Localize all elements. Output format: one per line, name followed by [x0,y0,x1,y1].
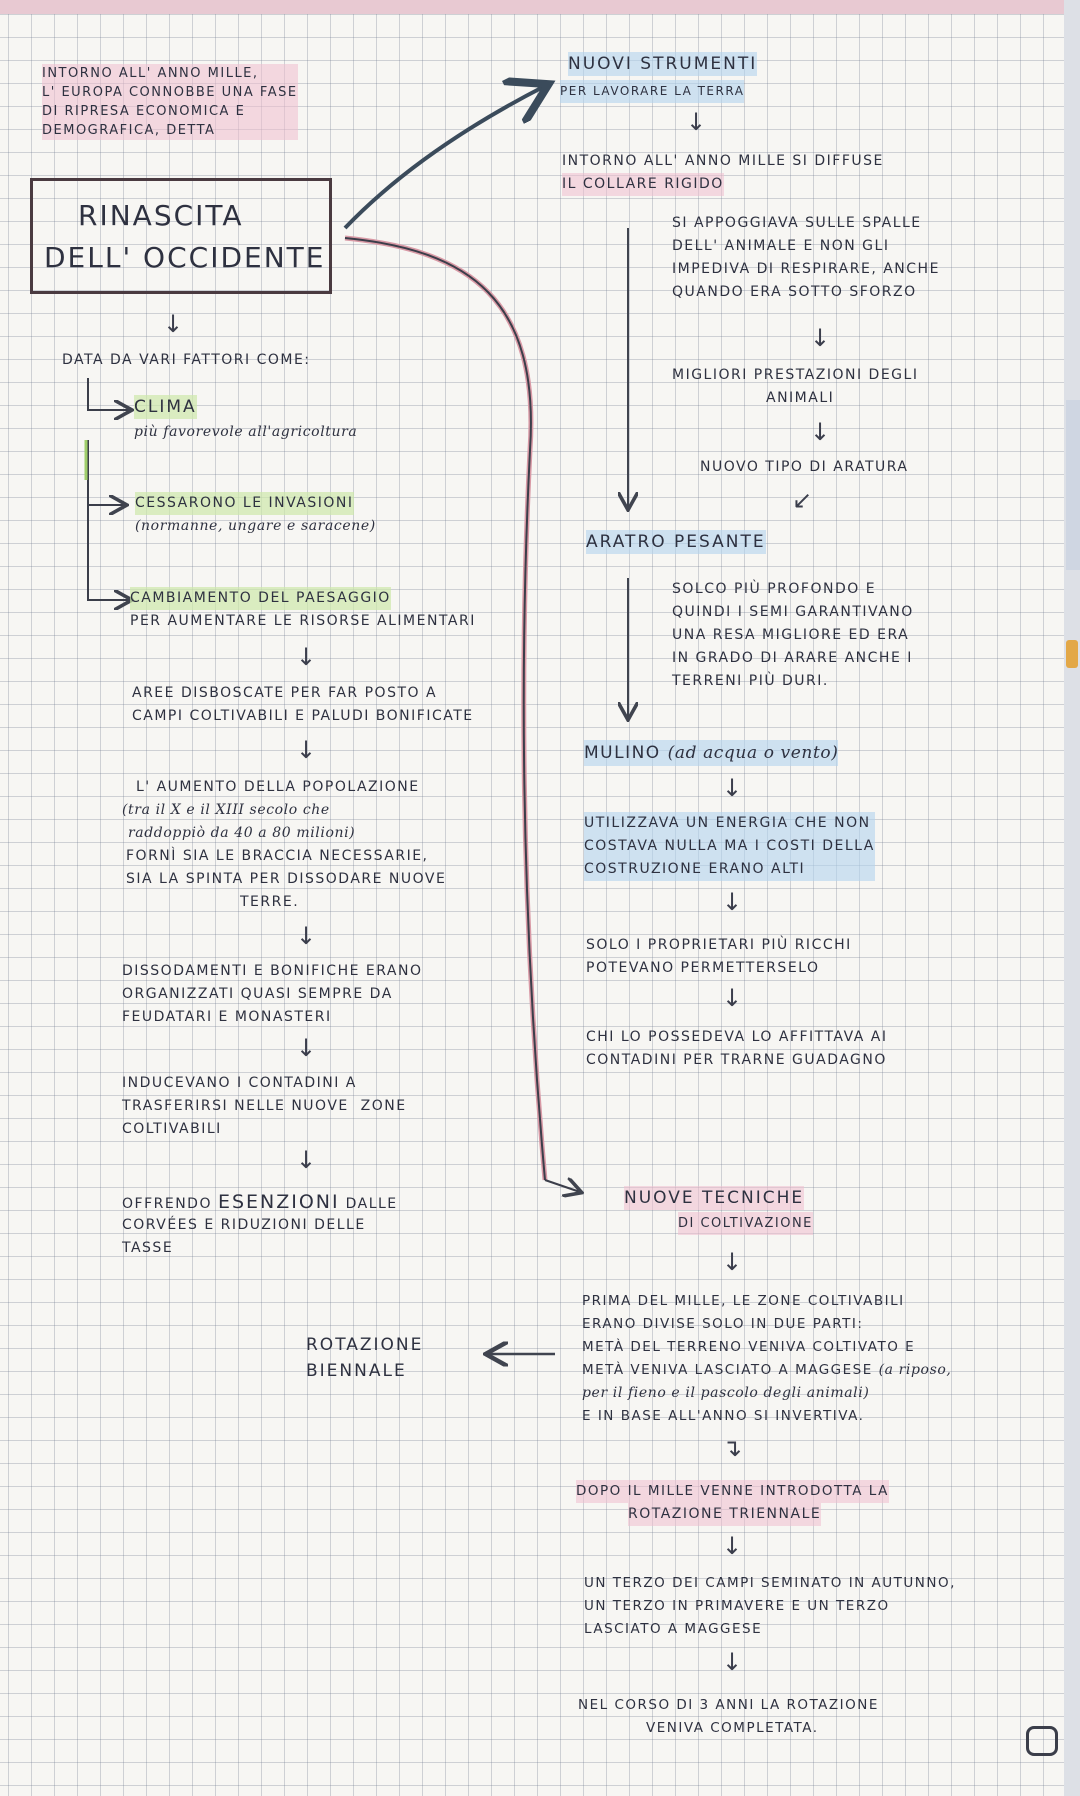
esenzioni-rest: CORVÉES E RIDUZIONI DELLE TASSE [122,1217,366,1256]
mulino-desc: UTILIZZAVA UN ENERGIA CHE NON COSTAVA NULLA MA I COSTI DELLA COSTRUZIONE ERANO ALTI [584,812,875,881]
arrow-down: ↓ [296,1146,317,1174]
arrow-to-strumenti [345,86,545,228]
arrow-down: ↓ [686,108,707,136]
main-title-line2: DELL' OCCIDENTE [44,241,326,274]
corner-doodle [1026,1726,1058,1756]
popolazione-line1: L' AUMENTO DELLA POPOLAZIONE [136,779,420,795]
arrow-down: ↓ [810,324,831,352]
prestazioni-line1: MIGLIORI PRESTAZIONI DEGLI [672,367,919,383]
main-title-line1: RINASCITA [78,199,244,232]
dopo-mille-line1: DOPO IL MILLE VENNE INTRODOTTA LA [576,1480,889,1503]
popolazione-hand2: raddoppiò da 40 a 80 milioni) [128,825,356,841]
rotazione-biennale: ROTAZIONE BIENNALE [306,1335,424,1381]
aratro-title: ARATRO PESANTE [586,532,766,552]
esenzioni-line1: OFFRENDO ESENZIONI DALLE [122,1191,398,1213]
arrow-down: ↓ [722,1248,743,1276]
contadini-text: INDUCEVANO I CONTADINI A TRASFERIRSI NELLE NUOVE ZONE COLTIVABILI [122,1075,407,1137]
factors-intro: DATA DA VARI FATTORI COME: [62,352,311,368]
corso-line1: NEL CORSO DI 3 ANNI LA ROTAZIONE [578,1697,879,1713]
tecniche-sub: DI COLTIVAZIONE [678,1212,813,1235]
factor-paesaggio-line2: PER AUMENTARE LE RISORSE ALIMENTARI [130,613,476,629]
corso-line2: VENIVA COMPLETATA. [646,1720,819,1736]
factor-clima-title: CLIMA [134,397,197,417]
collare-line1: INTORNO ALL' ANNO MILLE SI DIFFUSE [562,153,884,169]
prestazioni-line2: ANIMALI [766,390,835,406]
popolazione-rest: FORNÌ SIA LE BRACCIA NECESSARIE, SIA LA SPINTA PER DISSODARE NUOVE [126,848,447,887]
intro-text: INTORNO ALL' ANNO MILLE, L' EUROPA CONNOBBE UNA FASE DI RIPRESA ECONOMICA E DEMOGRAFICA, DETTA [42,66,298,138]
aratura-text: NUOVO TIPO DI ARATURA [700,459,909,475]
arrow-down: ↓ [722,984,743,1012]
popolazione-hand1: (tra il X e il XIII secolo che [122,802,330,818]
arrow-down-left: ↙ [792,486,813,514]
arrow-down: ↓ [296,1034,317,1062]
arrow-down: ↓ [722,888,743,916]
dissodamenti-text: DISSODAMENTI E BONIFICHE ERANO ORGANIZZATI QUASI SEMPRE DA FEUDATARI E MONASTERI [122,963,423,1025]
factor-paesaggio-line1: CAMBIAMENTO DEL PAESAGGIO [130,587,391,610]
strumenti-title: NUOVI STRUMENTI [568,54,758,74]
factor-invasioni-desc: (normanne, ungare e saracene) [135,518,376,534]
aratro-desc: SOLCO PIÙ PROFONDO E QUINDI I SEMI GARANTIVANO UNA RESA MIGLIORE ED ERA IN GRADO DI ARARE ANCHE I TERRENI PIÙ DURI. [672,581,914,689]
prima-mille-text: PRIMA DEL MILLE, LE ZONE COLTIVABILI ERANO DIVISE SOLO IN DUE PARTI: METÀ DEL TERRENO VENIVA COLTIVATO E METÀ VENIVA LASCIATO A MAGGESE (a riposo, [582,1293,952,1378]
affitto-text: CHI LO POSSEDEVA LO AFFITTAVA AI CONTADINI PER TRARNE GUADAGNO [586,1029,888,1068]
prima-mille-last: E IN BASE ALL'ANNO SI INVERTIVA. [582,1408,865,1424]
arrow-down: ↓ [722,1648,743,1676]
strumenti-sub: PER LAVORARE LA TERRA [560,80,744,103]
arrow-down: ↓ [722,1532,743,1560]
proprietari-text: SOLO I PROPRIETARI PIÙ RICCHI POTEVANO PERMETTERSELO [586,937,852,976]
arrow-down: ↓ [296,736,317,764]
collare-line2: IL COLLARE RIGIDO [562,173,724,196]
arrow-down: ↓ [163,310,184,338]
terzo-text: UN TERZO DEI CAMPI SEMINATO IN AUTUNNO, UN TERZO IN PRIMAVERE E UN TERZO LASCIATO A MAGGESE [584,1575,956,1637]
arrow-tip-tecniche [545,1180,580,1192]
factor-invasioni-title: CESSARONO LE INVASIONI [135,492,354,515]
arrow-down: ↓ [722,774,743,802]
factors-bracket [88,378,130,410]
arrow-down: ↓ [810,418,831,446]
factor-clima-desc: più favorevole all'agricoltura [134,424,358,440]
arrow-down-hook: ↴ [722,1434,743,1462]
dopo-mille-line2: ROTAZIONE TRIENNALE [628,1503,821,1526]
arrow-down: ↓ [296,643,317,671]
mulino-title: MULINO (ad acqua o vento) [584,740,838,766]
aree-text: AREE DISBOSCATE PER FAR POSTO A CAMPI COLTIVABILI E PALUDI BONIFICATE [132,685,474,724]
arrow-down: ↓ [296,922,317,950]
popolazione-rest3: TERRE. [240,894,300,910]
prima-mille-hand: per il fieno e il pascolo degli animali) [582,1385,870,1401]
tecniche-title: NUOVE TECNICHE [624,1188,805,1208]
collare-desc: SI APPOGGIAVA SULLE SPALLE DELL' ANIMALE E NON GLI IMPEDIVA DI RESPIRARE, ANCHE QUANDO ERA SOTTO SFORZO [672,215,940,300]
